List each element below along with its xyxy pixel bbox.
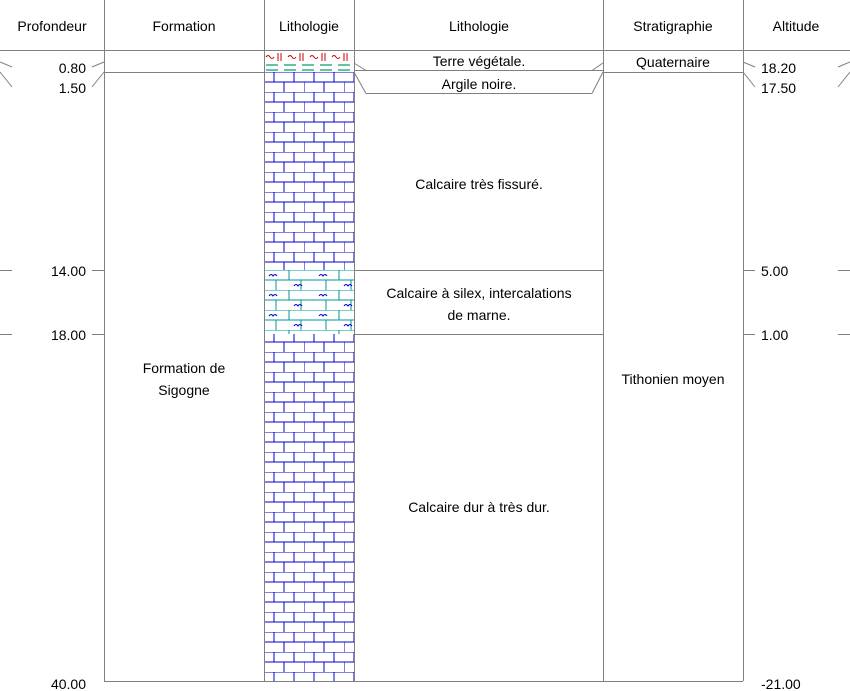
layer-description: Calcaire dur à très dur. — [408, 499, 550, 515]
depth-labels — [51, 60, 86, 691]
altitude-label: -21.00 — [761, 676, 801, 691]
lithology-column — [264, 51, 354, 681]
stratigraphy-upper: Quaternaire — [636, 54, 710, 70]
stratigraphy-labels — [622, 54, 725, 387]
lithology-descriptions — [386, 53, 571, 515]
layer-description: Terre végétale. — [432, 53, 526, 69]
altitude-label: 17.50 — [761, 80, 797, 96]
header-altitude: Altitude — [772, 18, 820, 34]
header-lithology-pattern: Lithologie — [279, 18, 339, 34]
header-stratigraphy: Stratigraphie — [633, 18, 713, 34]
layer-clay — [264, 63, 354, 72]
layer-description: Calcaire très fissuré. — [415, 176, 543, 192]
header-depth: Profondeur — [17, 18, 87, 34]
depth-label: 0.80 — [58, 60, 86, 76]
depth-label: 1.50 — [58, 80, 86, 96]
altitude-label: 5.00 — [761, 263, 789, 279]
altitude-label: 1.00 — [761, 327, 789, 343]
layer-silex-limestone — [264, 270, 354, 334]
depth-label: 14.00 — [50, 263, 86, 279]
depth-label: 40.00 — [50, 676, 86, 691]
stratigraphy-lower: Tithonien moyen — [621, 371, 725, 387]
layer-topsoil — [264, 51, 354, 63]
altitude-label: 18.20 — [761, 60, 797, 76]
header-lithology-description: Lithologie — [449, 18, 509, 34]
layer-description-line2: de marne. — [447, 307, 511, 323]
depth-label: 18.00 — [50, 327, 86, 343]
layer-description-line1: Calcaire à silex, intercalations — [386, 285, 572, 301]
layer-limestone-fissured — [264, 72, 354, 270]
formation-name-line1: Formation de — [142, 360, 226, 376]
formation-name-line2: Sigogne — [158, 382, 210, 398]
layer-description: Argile noire. — [441, 76, 517, 92]
layer-limestone-hard — [264, 334, 354, 681]
header-row — [0, 0, 850, 50]
formation-label — [143, 360, 226, 398]
altitude-labels — [761, 60, 801, 691]
header-formation: Formation — [152, 18, 216, 34]
